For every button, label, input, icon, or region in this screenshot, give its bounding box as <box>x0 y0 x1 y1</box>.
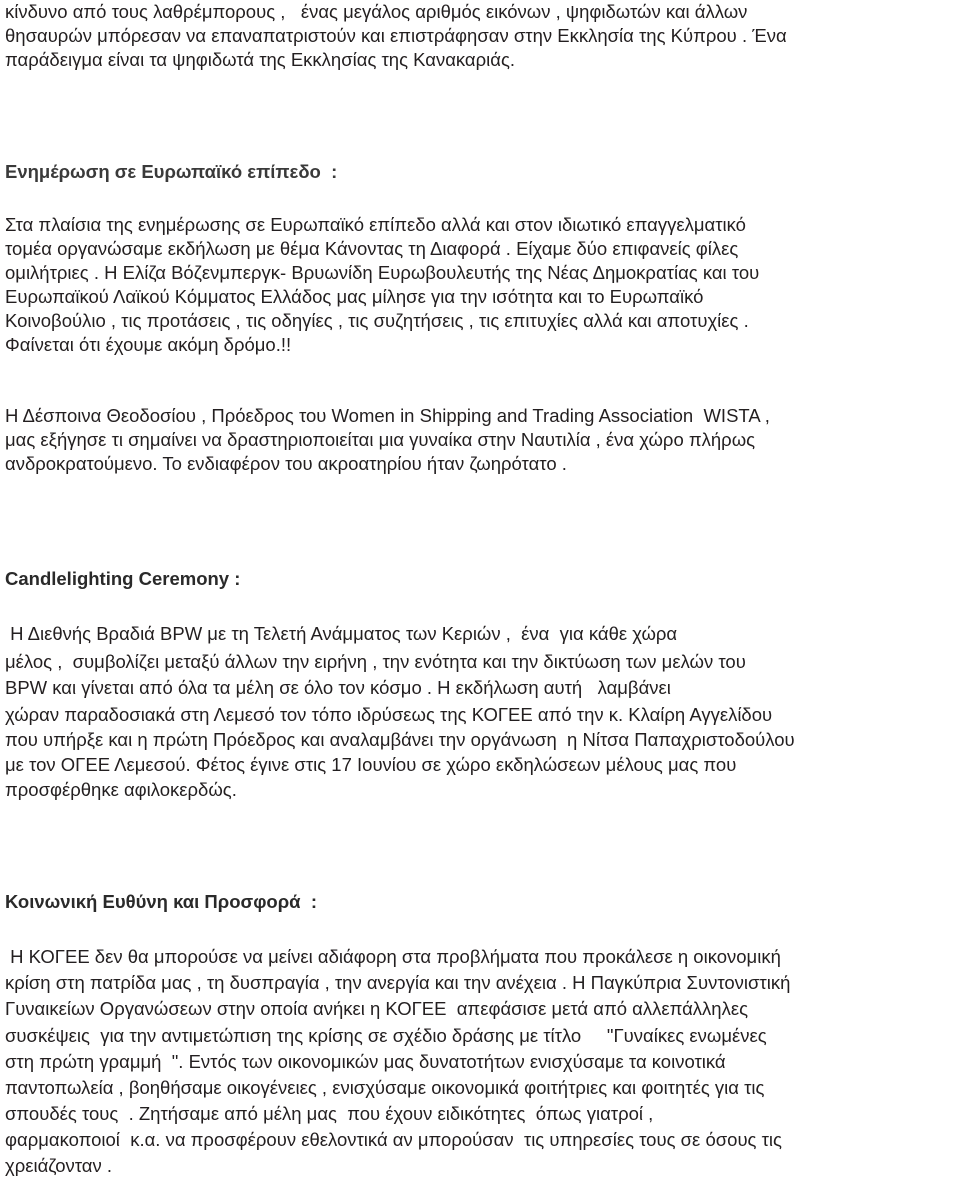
text-line: Η ΚΟΓΕΕ δεν θα μπορούσε να μείνει αδιάφορη στα προβλήματα που προκάλεσε η οικονομική <box>5 946 781 967</box>
text-line: μας εξήγησε τι σημαίνει να δραστηριοποιείται μια γυναίκα στην Ναυτιλία , ένα χώρο πλήρως <box>5 429 756 450</box>
text-line: Γυναικείων Οργανώσεων στην οποία ανήκει η ΚΟΓΕΕ απεφάσισε μετά από αλλεπάλληλες <box>5 998 748 1019</box>
text-line: θησαυρών μπόρεσαν να επαναπατριστούν και επιστράφησαν στην Εκκλησία της Κύπρου . Ένα <box>5 25 787 46</box>
section-heading: Κοινωνική Ευθύνη και Προσφορά : <box>5 891 317 912</box>
text-line: χώραν παραδοσιακά στη Λεμεσό τον τόπο ιδρύσεως της ΚΟΓΕΕ από την κ. Κλαίρη Αγγελίδου <box>5 704 773 725</box>
text-line: φαρμακοποιοί κ.α. να προσφέρουν εθελοντικά αν μπορούσαν τις υπηρεσίες τους σε όσους τις <box>5 1129 782 1150</box>
text-line: χρειάζονταν . <box>5 1155 113 1176</box>
text-line: Η Διεθνής Βραδιά BPW με τη Τελετή Ανάμματος των Κεριών , ένα για κάθε χώρα <box>5 623 678 644</box>
text-line: ανδροκρατούμενο. Το ενδιαφέρον του ακροατηρίου ήταν ζωηρότατο . <box>5 453 567 474</box>
text-line: στη πρώτη γραμμή ". Εντός των οικονομικών μας δυνατοτήτων ενισχύσαμε τα κοινοτικά <box>5 1051 726 1072</box>
text-line: προσφέρθηκε αφιλοκερδώς. <box>5 779 237 800</box>
text-line: Φαίνεται ότι έχουμε ακόμη δρόμο.!! <box>5 334 292 355</box>
text-line: Η Δέσποινα Θεοδοσίου , Πρόεδρος του Women in Shipping and Trading Association WISTA , <box>5 405 770 426</box>
text-line: συσκέψεις για την αντιμετώπιση της κρίσης σε σχέδιο δράσης με τίτλο "Γυναίκες ενωμένες <box>5 1025 767 1046</box>
text-line: Ευρωπαϊκού Λαϊκού Κόμματος Ελλάδος μας μίλησε για την ισότητα και το Ευρωπαϊκό <box>5 286 704 307</box>
text-line: με τον ΟΓΕΕ Λεμεσού. Φέτος έγινε στις 17 Ιουνίου σε χώρο εκδηλώσεων μέλους μας που <box>5 754 737 775</box>
text-line: κρίση στη πατρίδα μας , τη δυσπραγία , την ανεργία και την ανέχεια . Η Παγκύπρια Συντονιστική <box>5 972 791 993</box>
section-heading: Candlelighting Ceremony : <box>5 568 241 589</box>
text-line: τομέα οργανώσαμε εκδήλωση με θέμα Κάνοντας τη Διαφορά . Είχαμε δύο επιφανείς φίλες <box>5 238 739 259</box>
text-line: μέλος , συμβολίζει μεταξύ άλλων την ειρήνη , την ενότητα και την δικτύωση των μελών του <box>5 651 746 672</box>
text-line: σπουδές τους . Ζητήσαμε από μέλη μας που έχουν ειδικότητες όπως γιατροί , <box>5 1103 654 1124</box>
text-line: παντοπωλεία , βοηθήσαμε οικογένειες , ενισχύσαμε οικονομικά φοιτήτριες και φοιτητές για τις <box>5 1077 765 1098</box>
text-line: κίνδυνο από τους λαθρέμπορους , ένας μεγάλος αριθμός εικόνων , ψηφιδωτών και άλλων <box>5 1 748 22</box>
text-line: ομιλήτριες . Η Ελίζα Βόζενμπεργκ- Βρυωνίδη Ευρωβουλευτής της Νέας Δημοκρατίας και του <box>5 262 760 283</box>
text-line: παράδειγμα είναι τα ψηφιδωτά της Εκκλησίας της Κανακαριάς. <box>5 49 516 70</box>
text-line: Κοινοβούλιο , τις προτάσεις , τις οδηγίες , τις συζητήσεις , τις επιτυχίες αλλά και αποτυχίες . <box>5 310 749 331</box>
text-line: Στα πλαίσια της ενημέρωσης σε Ευρωπαϊκό επίπεδο αλλά και στον ιδιωτικό επαγγελματικό <box>5 214 746 235</box>
text-line: που υπήρξε και η πρώτη Πρόεδρος και αναλαμβάνει την οργάνωση η Νίτσα Παπαχριστοδούλου <box>5 729 795 750</box>
text-line: BPW και γίνεται από όλα τα μέλη σε όλο τον κόσμο . Η εκδήλωση αυτή λαμβάνει <box>5 677 671 698</box>
section-heading: Ενημέρωση σε Ευρωπαϊκό επίπεδο : <box>5 161 338 182</box>
